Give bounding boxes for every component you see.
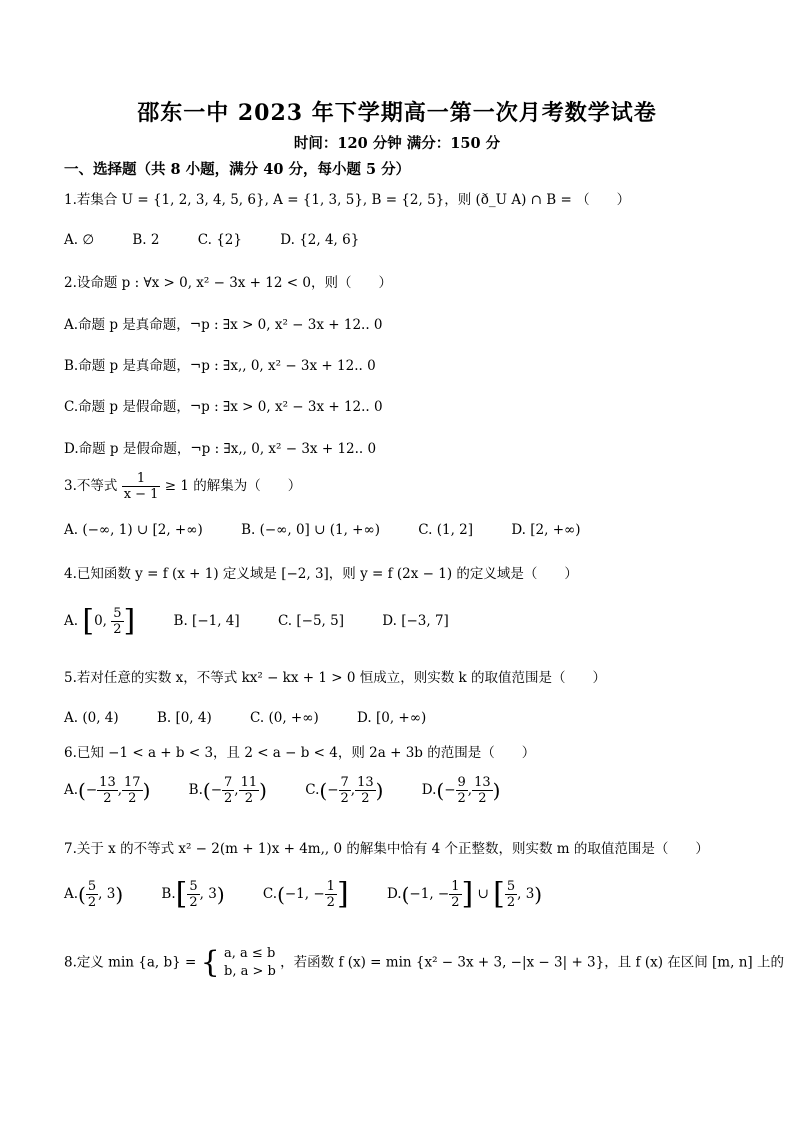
denominator: 2 [451, 895, 460, 910]
denominator: 2 [128, 791, 137, 806]
option-label: A. [64, 886, 79, 902]
option-d: D. [2, +∞) [511, 522, 581, 538]
option-d: D. {2, 4, 6} [280, 232, 360, 248]
option-d: D. [−3, 7] [382, 613, 449, 629]
option-head: −1, − [284, 886, 325, 902]
option-a [64, 603, 136, 639]
case-1: a, a ≤ b [224, 946, 276, 961]
option-label: C. [305, 782, 320, 798]
exam-title: 邵东一中 2023 年下学期高一第一次月考数学试卷 [137, 100, 657, 126]
option-d: D. [0, +∞) [357, 710, 427, 726]
denominator: 2 [506, 895, 516, 910]
denominator: 2 [326, 895, 335, 910]
option-label: D. [386, 886, 402, 902]
numerator: 13 [99, 775, 116, 790]
option-d: D.(− $\frac{9}{2}$ , $\frac{13}{2}$ ) [421, 775, 501, 806]
option-a-label: A. [64, 613, 79, 629]
question-6-options [64, 775, 534, 806]
option-tail: , 3 [98, 886, 116, 902]
option-c: C. (0, +∞) [250, 710, 319, 726]
option-d: D.(−1, − $\frac{1}{2}$ ] ∪ [ $\frac{5}{2}$ , 3) [386, 876, 543, 912]
numerator: 1 [326, 879, 335, 894]
question-2-option-c: C.命题 p 是假命题，¬p : ∃x > 0, x² − 3x + 12.. 0 [64, 399, 383, 415]
option-a-start: 0, [94, 613, 107, 629]
numerator: 13 [474, 775, 491, 790]
numerator: 7 [224, 775, 233, 790]
section-heading: 一、选择题（共 8 小题，满分 40 分，每小题 5 分） [64, 161, 411, 178]
option-a: A. (−∞, 1) ∪ [2, +∞) [64, 522, 203, 538]
q3-fraction [122, 471, 161, 502]
option-label: C. [262, 886, 278, 902]
question-4-options [64, 603, 483, 639]
numerator: 1 [451, 879, 460, 894]
question-6-stem: 6.已知 −1 < a + b < 3，且 2 < a − b < 4，则 2a + 3b 的范围是（ ） [64, 745, 536, 761]
numerator: 5 [189, 879, 198, 894]
option-c: C. {2} [197, 232, 242, 248]
question-5-stem: 5.若对任意的实数 x，不等式 kx² − kx + 1 > 0 恒成立，则实数 k 的取值范围是（ ） [64, 670, 606, 686]
option-b: B.(− $\frac{7}{2}$ , $\frac{11}{2}$ ) [188, 775, 267, 806]
question-7-stem: 7.关于 x 的不等式 x² − 2(m + 1)x + 4m,, 0 的解集中恰有 4 个正整数，则实数 m 的取值范围是（ ） [64, 841, 709, 857]
denominator: 2 [87, 895, 97, 910]
question-7-options [64, 876, 576, 912]
option-c: C.(− $\frac{7}{2}$ , $\frac{13}{2}$ ) [305, 775, 384, 806]
numerator: 5 [87, 879, 97, 894]
option-tail: , 3 [199, 886, 217, 902]
question-2-stem: 2.设命题 p : ∀x > 0, x² − 3x + 12 < 0，则（ ） [64, 275, 392, 291]
numerator: 5 [506, 879, 516, 894]
option-c: C. (1, 2] [418, 522, 474, 538]
denominator: 2 [113, 622, 122, 637]
denominator: 2 [340, 791, 349, 806]
question-2-option-a: A.命题 p 是真命题，¬p : ∃x > 0, x² − 3x + 12.. 0 [64, 317, 383, 333]
exam-subtitle: 时间：120 分钟 满分：150 分 [293, 135, 501, 152]
option-a: A.(− $\frac{13}{2}$ , $\frac{17}{2}$ ) [64, 775, 151, 806]
option-c: C.(−1, − $\frac{1}{2}$ ] [262, 876, 349, 912]
question-3-stem [64, 471, 301, 502]
q3-numerator: 1 [122, 471, 161, 487]
denominator: 2 [224, 791, 233, 806]
option-a-fraction [111, 606, 123, 637]
option-b: B. [0, 4) [156, 710, 212, 726]
piecewise-brace: { [200, 945, 220, 980]
piecewise-cases [224, 945, 276, 981]
option-head: −1, − [409, 886, 450, 902]
option-label: B. [188, 782, 203, 798]
question-5-options [64, 710, 460, 726]
question-1-options [64, 232, 393, 248]
question-1-stem: 1.若集合 U = {1, 2, 3, 4, 5, 6}, A = {1, 3, 5}, B = {2, 5}，则 (ð_U A) ∩ B = （ ） [64, 192, 631, 208]
question-2-option-b: B.命题 p 是真命题，¬p : ∃x,, 0, x² − 3x + 12.. 0 [64, 358, 376, 374]
left-bracket: [ [82, 603, 95, 639]
option-label: D. [421, 782, 437, 798]
q3-suffix: ≥ 1 的解集为（ ） [164, 478, 302, 494]
denominator: 2 [457, 791, 466, 806]
denominator: 2 [103, 791, 112, 806]
numerator: 9 [457, 775, 466, 790]
denominator: 2 [478, 791, 487, 806]
right-bracket: ] [123, 603, 136, 639]
option-c: C. [−5, 5] [277, 613, 344, 629]
q8-prefix: 8.定义 min {a, b} = [64, 954, 197, 971]
option-b: B. [−1, 4] [173, 613, 240, 629]
numerator: 11 [240, 775, 258, 790]
q3-denominator: x − 1 [123, 487, 159, 502]
option-tail: , 3 [517, 886, 535, 902]
numerator: 7 [340, 775, 349, 790]
question-8-stem [64, 945, 784, 981]
q8-suffix: ，若函数 f (x) = min {x² − 3x + 3, −|x − 3| + 3}，且 f (x) 在区间 [m, n] 上的 [280, 954, 784, 971]
denominator: 2 [189, 895, 198, 910]
option-a: A.( $\frac{5}{2}$ , 3) [64, 879, 124, 910]
option-b: B. 2 [132, 232, 160, 248]
q3-prefix: 3.不等式 [64, 478, 118, 494]
option-b: B.[ $\frac{5}{2}$ , 3) [161, 876, 225, 912]
question-2-option-d: D.命题 p 是假命题，¬p : ∃x,, 0, x² − 3x + 12.. 0 [64, 441, 377, 457]
option-b: B. (−∞, 0] ∪ (1, +∞) [241, 522, 380, 538]
numerator: 5 [113, 606, 122, 621]
denominator: 2 [361, 791, 370, 806]
numerator: 17 [124, 775, 141, 790]
question-3-options [64, 522, 615, 538]
option-a: A. (0, 4) [64, 710, 119, 726]
option-a: A. ∅ [64, 232, 95, 248]
case-2: b, a > b [224, 964, 276, 979]
numerator: 13 [357, 775, 374, 790]
option-label: B. [161, 886, 176, 902]
denominator: 2 [244, 791, 253, 806]
question-4-stem: 4.已知函数 y = f (x + 1) 定义域是 [−2, 3]，则 y = f (2x − 1) 的定义域是（ ） [64, 566, 578, 582]
option-label: A. [64, 782, 79, 798]
